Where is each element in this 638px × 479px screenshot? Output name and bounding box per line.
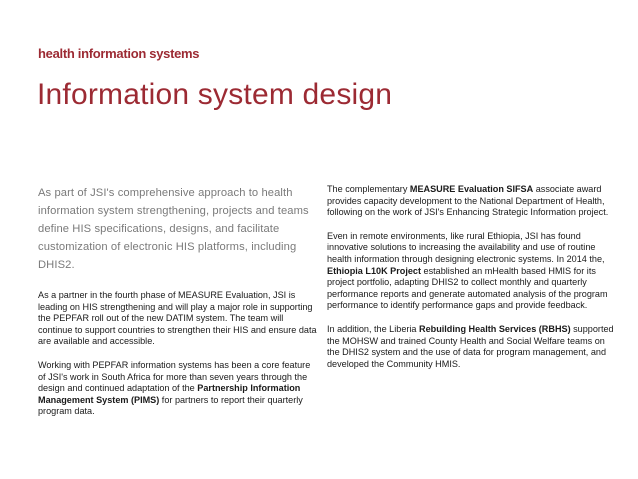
ethiopia-text-b: established an mHealth based HMIS for its project portfolio, adapting DHIS2 to collect monthly and quarterly performance reports and generate automated analysis of the program performance to identify performance gaps and provide feedback.: [327, 265, 608, 311]
left-column: [38, 184, 318, 430]
page-title: Information system design: [37, 78, 393, 111]
liberia-bold: Rebuilding Health Services (RBHS): [419, 323, 571, 334]
liberia-text-a: In addition, the Liberia: [327, 323, 420, 334]
section-kicker: health information systems: [38, 46, 200, 61]
paragraph-ethiopia: [327, 231, 619, 312]
pims-bold: Partnership Information Management System (PIMS): [38, 383, 301, 405]
ethiopia-bold: Ethiopia L10K Project: [327, 265, 421, 276]
paragraph-sifsa: [327, 184, 619, 219]
sifsa-text-a: The complementary: [327, 184, 410, 194]
liberia-text-b: supported the MOHSW and trained County Health and Social Welfare teams on the DHIS2 system and the use of data for program management, and developed the Community HMIS.: [327, 323, 614, 369]
right-column: [327, 184, 619, 382]
sifsa-bold: MEASURE Evaluation SIFSA: [409, 184, 534, 194]
lead-paragraph: As part of JSI's comprehensive approach to health information system strengthening, projects and teams define HIS specifications, designs, and facilitate customization of electronic HIS platforms, including DHIS2.: [38, 187, 309, 271]
pims-text-b: for partners to report their quarterly program data.: [38, 394, 303, 417]
sifsa-text-b: associate award provides capacity development to the National Department of Health, following on the work of JSI's Enhancing Strategic Information project.: [327, 184, 609, 218]
ethiopia-text-a: Even in remote environments, like rural Ethiopia, JSI has found innovative solutions to increasing the availability and use of routine health information through designing electronic systems. In 2014 the,: [327, 230, 605, 264]
paragraph-liberia: [327, 324, 619, 370]
paragraph-pims: [38, 360, 318, 418]
paragraph-measure: As a partner in the fourth phase of MEASURE Evaluation, JSI is leading on HIS strengthening and will play a major role in supporting the PEPFAR roll out of the new DATIM system. The team will continue to support countries to strengthen their HIS and ensure data are available and accessible.: [38, 290, 317, 347]
pims-text-a: Working with PEPFAR information systems has been a core feature of JSI's work in South Africa for more than seven years through the design and continued adaptation of the: [38, 359, 311, 394]
